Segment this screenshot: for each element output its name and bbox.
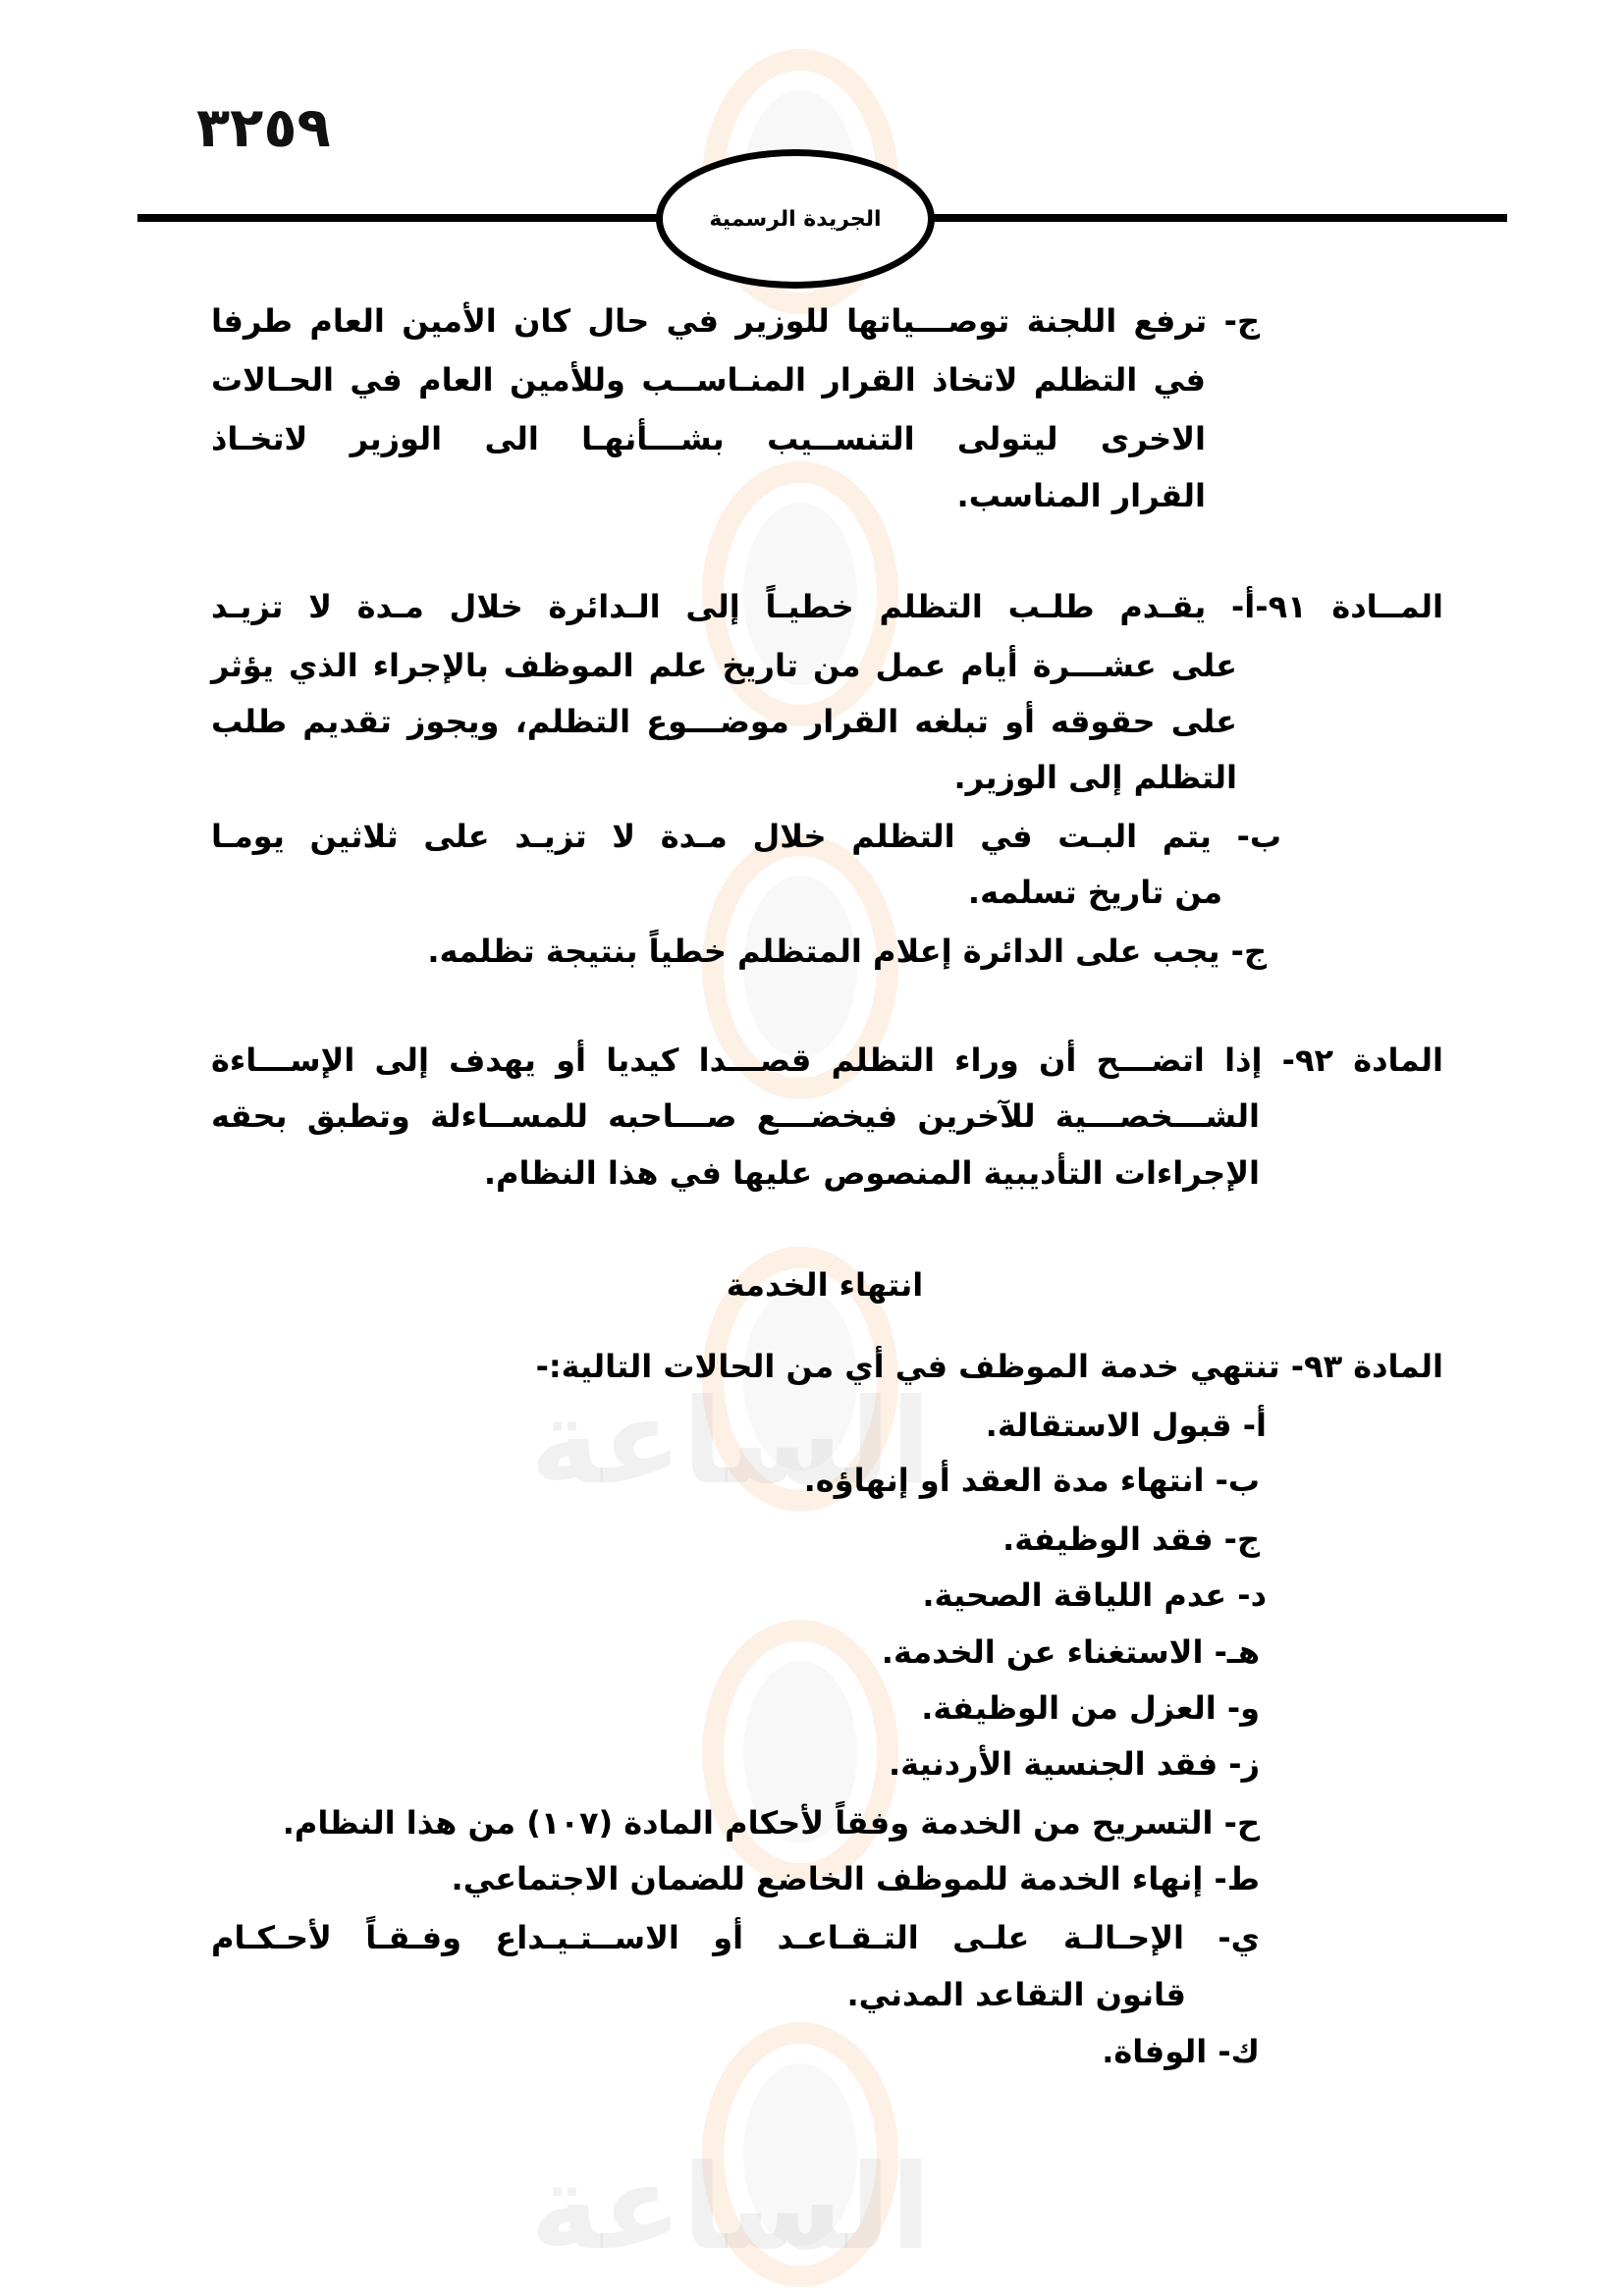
article-91-line: المــادة ٩١-أ- يقـدم طلـب التظلم خطيـاً إلى الـدائرة خلال مـدة لا تزيـد <box>211 588 1444 625</box>
list-item: ح- التسريح من الخدمة وفقاً لأحكام المادة (١٠٧) من هذا النظام. <box>282 1804 1260 1842</box>
text-line: الاخرى ليتولى التنســيب بشـــأنهـا الى الوزير لاتخـاذ <box>211 420 1206 457</box>
list-item-continuation: قانون التقاعد المدني. <box>846 1976 1186 2013</box>
text-line: ب- يتم البـت في التظلم خلال مـدة لا تزيـد على ثلاثين يومـا <box>211 818 1281 855</box>
page-number: ٣٢٥٩ <box>196 96 331 160</box>
article-92-line: المادة ٩٢- إذا اتضـــح أن وراء التظلم قصـــدا كيديا أو يهدف إلى الإســـاءة <box>211 1041 1444 1079</box>
list-item: أ- قبول الاستقالة. <box>985 1407 1267 1444</box>
text-line: الإجراءات التأديبية المنصوص عليها في هذا النظام. <box>483 1154 1260 1192</box>
gazette-title: الجريدة الرسمية <box>709 206 882 232</box>
text-line: على حقوقه أو تبلغه القرار موضـــوع التظلم، ويجوز تقديم طلب <box>211 703 1237 740</box>
list-item: هـ- الاستغناء عن الخدمة. <box>881 1633 1260 1671</box>
text-line: ج- يجب على الدائرة إعلام المتظلم خطياً بنتيجة تظلمه. <box>427 933 1267 970</box>
watermark-logo-text: الساعة <box>530 2140 932 2276</box>
list-item: ز- فقد الجنسية الأردنية. <box>888 1745 1260 1783</box>
list-item: و- العزل من الوظيفة. <box>921 1689 1260 1727</box>
text-line: التظلم إلى الوزير. <box>953 759 1237 796</box>
list-item: ط- إنهاء الخدمة للموظف الخاضع للضمان الاجتماعي. <box>451 1860 1260 1897</box>
watermark-logo-text: الساعة <box>530 1374 932 1511</box>
article-93-intro: المادة ٩٣- تنتهي خدمة الموظف في أي من الحالات التالية:- <box>535 1348 1443 1385</box>
list-item: ب- انتهاء مدة العقد أو إنهاؤه. <box>803 1462 1260 1499</box>
watermark-clock-icon <box>702 1620 898 1885</box>
list-item: ي- الإحـالـة علـى التـقـاعـد أو الاســتـيـداع وفـقـاً لأحـكـام <box>211 1919 1260 1956</box>
text-line: من تاريخ تسلمه. <box>967 874 1222 911</box>
text-line: القرار المناسب. <box>956 477 1206 514</box>
text-line: الشـــخصـــية للآخرين فيخضـــع صـــاحبه للمســاءلة وتطبق بحقه <box>211 1097 1260 1135</box>
list-item: ك- الوفاة. <box>1102 2033 1260 2070</box>
text-line: على عشـــرة أيام عمل من تاريخ علم الموظف بالإجراء الذي يؤثر <box>211 647 1237 684</box>
text-line: في التظلم لاتخاذ القرار المنـاســب وللأمين العام في الحـالات <box>211 361 1206 399</box>
list-item: ج- فقد الوظيفة. <box>1002 1521 1260 1558</box>
text-line: ج- ترفع اللجنة توصـــياتها للوزير في حال كان الأمين العام طرفا <box>211 302 1260 340</box>
gazette-title-oval <box>656 149 935 289</box>
list-item: د- عدم اللياقة الصحية. <box>922 1576 1267 1614</box>
section-heading: انتهاء الخدمة <box>726 1266 924 1304</box>
